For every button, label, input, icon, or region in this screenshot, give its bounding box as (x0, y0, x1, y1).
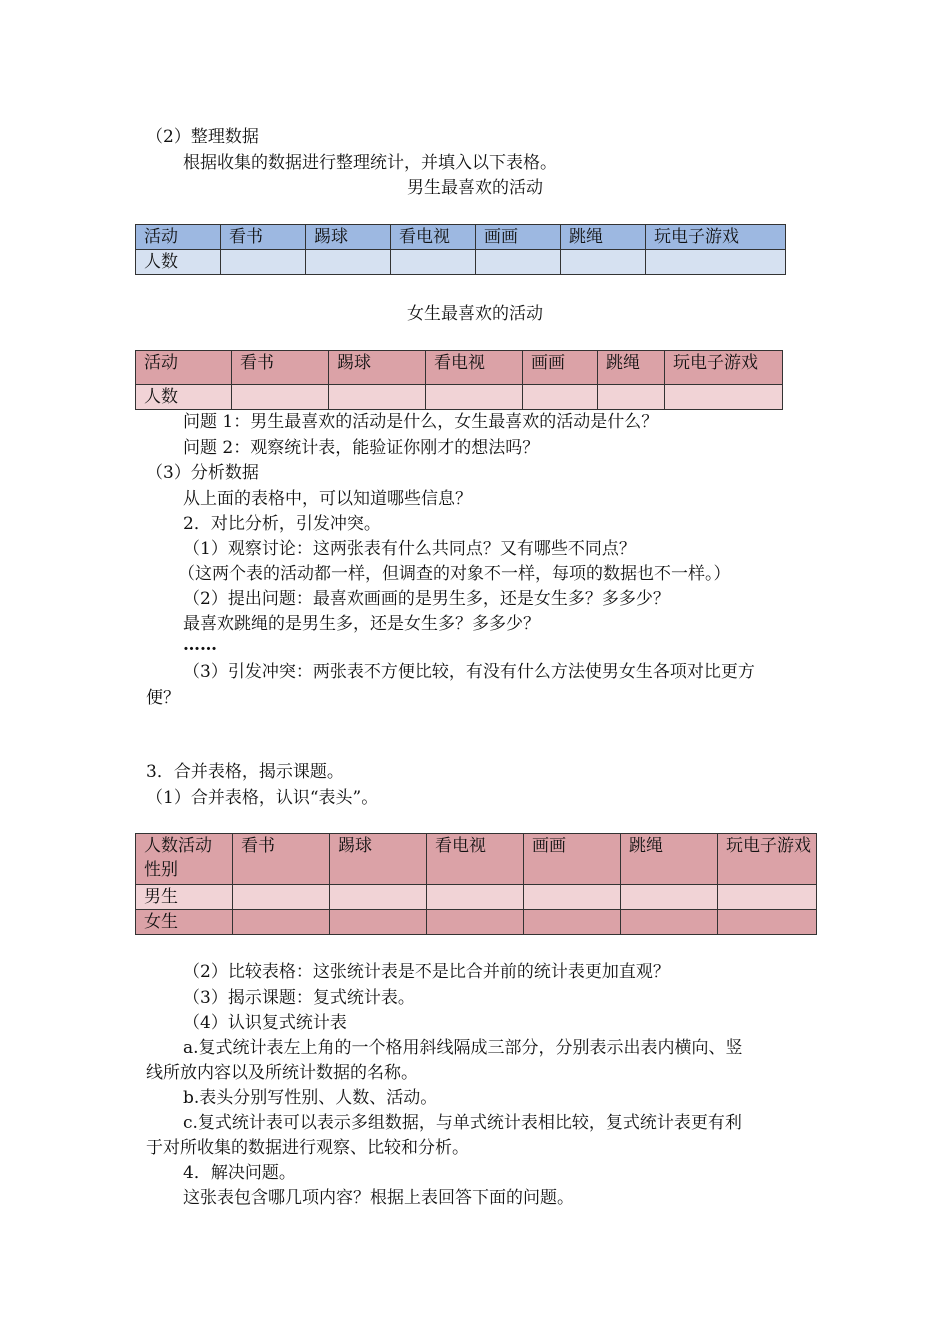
point-c-line-2: 于对所收集的数据进行观察、比较和分析。 (146, 1138, 469, 1158)
boys-table-title: 男生最喜欢的活动 (407, 178, 543, 198)
table-cell (233, 885, 330, 910)
point-c-line-1: c.复式统计表可以表示多组数据，与单式统计表相比较，复式统计表更有利 (183, 1113, 742, 1133)
section-heading-organize-data: （2）整理数据 (146, 127, 259, 147)
table-header-cell: 玩电子游戏 (665, 351, 783, 385)
table-cell (330, 910, 427, 935)
point-a-line-1: a.复式统计表左上角的一个格用斜线隔成三部分，分别表示出表内横向、竖 (183, 1038, 743, 1058)
table-cell (646, 250, 786, 275)
table-cell (598, 385, 665, 410)
table-header-cell: 看书 (233, 834, 330, 885)
question-1: 问题 1：男生最喜欢的活动是什么，女生最喜欢的活动是什么？ (183, 412, 659, 432)
ellipsis: …… (183, 635, 217, 655)
table-cell (391, 250, 476, 275)
step-3-1: （1）合并表格，认识“表头”。 (146, 788, 379, 808)
table-cell (523, 385, 598, 410)
table-header-cell: 踢球 (306, 225, 391, 250)
table-cell (718, 910, 817, 935)
table-row-label: 男生 (136, 885, 233, 910)
table-header-cell: 踢球 (330, 834, 427, 885)
table-header-cell: 看书 (221, 225, 306, 250)
step-2-1-answer: （这两个表的活动都一样，但调查的对象不一样，每项的数据也不一样。） (178, 564, 731, 584)
table-row-label: 人数 (136, 385, 232, 410)
step-3-4: （4）认识复式统计表 (183, 1013, 347, 1033)
girls-table-title: 女生最喜欢的活动 (407, 304, 543, 324)
table-header-cell: 看电视 (426, 351, 523, 385)
table-cell (665, 385, 783, 410)
step-2-2: （2）提出问题：最喜欢画画的是男生多，还是女生多？多多少？ (183, 589, 670, 609)
table-cell (330, 885, 427, 910)
table-header-cell: 跳绳 (621, 834, 718, 885)
step-2-3-line-2: 便？ (146, 688, 180, 708)
step-3-2: （2）比较表格：这张统计表是不是比合并前的统计表更加直观？ (183, 962, 670, 982)
table-cell (221, 250, 306, 275)
table-cell (427, 885, 524, 910)
step-4-heading: 4．解决问题。 (183, 1163, 296, 1183)
table-cell (426, 385, 523, 410)
table-header-cell: 看书 (232, 351, 329, 385)
step-4-text: 这张表包含哪几项内容？根据上表回答下面的问题。 (183, 1188, 574, 1208)
combined-activity-table (135, 833, 817, 935)
table-header-corner: 人数活动性别 (136, 834, 233, 885)
step-2-heading: 2．对比分析，引发冲突。 (183, 514, 381, 534)
table-row-label: 人数 (136, 250, 221, 275)
table-cell (524, 910, 621, 935)
table-header-cell: 画画 (476, 225, 561, 250)
table-cell (329, 385, 426, 410)
table-header-cell: 踢球 (329, 351, 426, 385)
step-3-3: （3）揭示课题：复式统计表。 (183, 988, 415, 1008)
question-2: 问题 2：观察统计表，能验证你刚才的想法吗？ (183, 438, 540, 458)
table-cell (232, 385, 329, 410)
step-2-1: （1）观察讨论：这两张表有什么共同点？又有哪些不同点？ (183, 539, 636, 559)
table-cell (718, 885, 817, 910)
table-row-label: 女生 (136, 910, 233, 935)
table-header-cell: 看电视 (427, 834, 524, 885)
boys-activity-table (135, 224, 786, 275)
point-b: b.表头分别写性别、人数、活动。 (183, 1088, 438, 1108)
table-header-cell: 跳绳 (598, 351, 665, 385)
step-3-heading: 3．合并表格，揭示课题。 (146, 762, 344, 782)
table-cell (621, 910, 718, 935)
table-header-cell: 画画 (523, 351, 598, 385)
table-cell (427, 910, 524, 935)
info-question: 从上面的表格中，可以知道哪些信息？ (183, 489, 472, 509)
point-a-line-2: 线所放内容以及所统计数据的名称。 (146, 1063, 418, 1083)
girls-activity-table (135, 350, 783, 410)
table-header-cell: 跳绳 (561, 225, 646, 250)
table-header-cell: 看电视 (391, 225, 476, 250)
table-cell (233, 910, 330, 935)
table-header-cell: 玩电子游戏 (646, 225, 786, 250)
table-header-cell: 画画 (524, 834, 621, 885)
intro-text: 根据收集的数据进行整理统计，并填入以下表格。 (183, 153, 557, 173)
table-cell (561, 250, 646, 275)
table-cell (306, 250, 391, 275)
table-cell (476, 250, 561, 275)
step-2-2b: 最喜欢跳绳的是男生多，还是女生多？多多少？ (183, 614, 540, 634)
section-heading-analyze-data: （3）分析数据 (146, 463, 259, 483)
table-cell (621, 885, 718, 910)
table-header-cell: 活动 (136, 351, 232, 385)
step-2-3-line-1: （3）引发冲突：两张表不方便比较，有没有什么方法使男女生各项对比更方 (183, 662, 755, 682)
table-cell (524, 885, 621, 910)
table-header-cell: 玩电子游戏 (718, 834, 817, 885)
table-header-cell: 活动 (136, 225, 221, 250)
